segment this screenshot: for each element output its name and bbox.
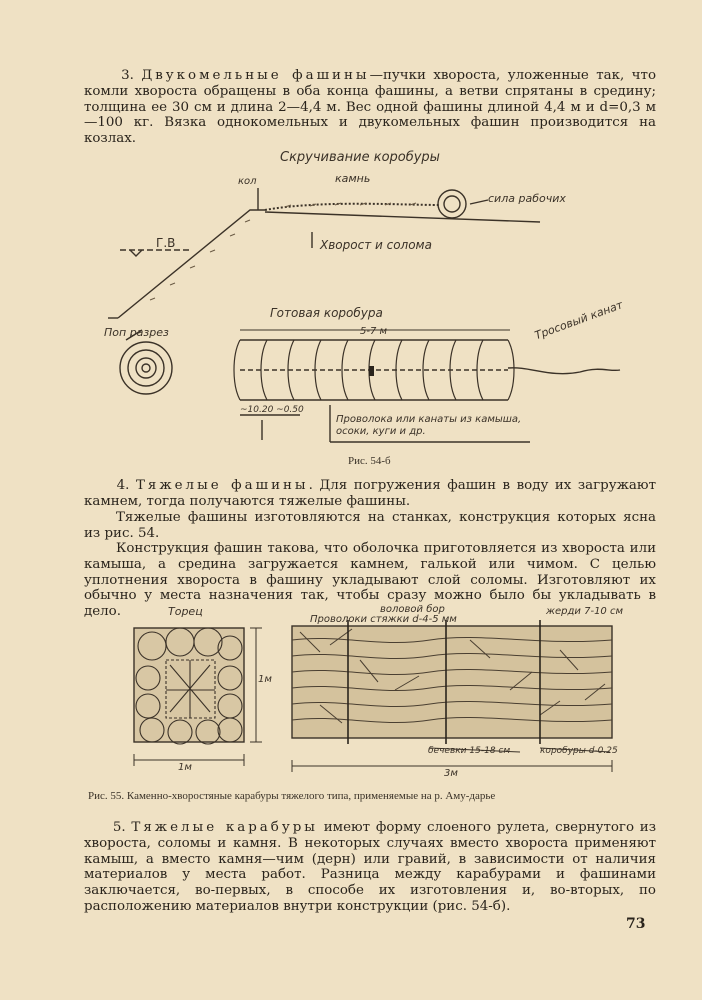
label-zherdi: жерди 7-10 см xyxy=(546,606,624,617)
para-term: Тяжелые карабуры xyxy=(131,820,318,835)
label-wire-55: Проволоки стяжки d-4-5 мм xyxy=(310,614,457,625)
label-wire: Проволока или канаты из камыша, осоки, куги и др. xyxy=(336,414,522,437)
label-gv: Г.В xyxy=(156,236,176,250)
label-length-54b: 5-7 м xyxy=(360,326,388,337)
label-finished: Готовая коробура xyxy=(270,306,383,320)
para-number: 4. xyxy=(116,478,130,493)
label-sila: сила рабочих xyxy=(488,192,566,205)
para-term: Тяжелые фашины xyxy=(135,478,309,493)
label-hvorost: Хворост и солома xyxy=(320,238,432,252)
figure-55-caption: Рис. 55. Каменно-хворостяные карабуры тяжелого типа, применяемые на р. Аму-дарье xyxy=(88,790,496,802)
label-tross: Тросовый канат xyxy=(533,298,625,343)
label-kol: кол xyxy=(238,176,257,187)
paragraph-4c: Конструкция фашин такова, что оболочка приготовляется из хвороста или камыша, а средина загружается камнем, галькой или чимом. С целью уплотнения хвороста в фашину укладывают слой соломы. Изготовляют их обычно у места назначения так, чтобы сразу можно было бы укладывать в дело. xyxy=(84,541,656,620)
paragraph-4b: Тяжелые фашины изготовляются на станках, конструкция которых ясна из рис. 54. xyxy=(84,510,656,541)
label-vodovod: воловой бор xyxy=(380,604,445,615)
para-text: имеют форму слоеного рулета, свернутого из хвороста, соломы и камня. В некоторых случаях вместо хвороста применяют камыш, а вместо камня—чим (дерн) или гравий, в зависимости от наличия материалов у места работ. Разница между карабурами и фашинами заключается, во-первых, в способе их изготовления и, во-вторых, по расположению материалов внутри конструкции (рис. 54-б). xyxy=(84,820,657,914)
label-kamn: камнь xyxy=(335,172,371,185)
para-number: 5. xyxy=(112,820,126,835)
label-section: Поп разрез xyxy=(104,326,169,339)
para-number: 3. xyxy=(121,68,134,83)
para-text: . Для погружения фашин в воду их загружают камнем, тогда получаются тяжелые фашины. xyxy=(84,478,656,509)
para-term: Двукомельные фашины xyxy=(141,68,370,83)
para-text: —пучки хвороста, уложенные так, что комли хвороста обращены в оба конца фашины, а ветви спрятаны в средину; толщина ее 30 см и длина 2—4,4 м. Вес одной фашины длиной 4,4 м и d=0,3 м—100 кг. Вязка однокомельных и двукомельных фашин производится на козлах. xyxy=(84,68,657,147)
label-width: 1м xyxy=(178,762,192,773)
label-height: 1м xyxy=(258,674,272,685)
label-twisting: Скручивание коробуры xyxy=(280,150,440,165)
label-bechevki: бечевки 15-18 см xyxy=(428,746,511,756)
paragraph-5 xyxy=(84,820,656,915)
label-dims: ~10.20 ~0.50 xyxy=(240,405,304,415)
label-karab: коробуры d-0.25 xyxy=(540,746,618,756)
page-number: 73 xyxy=(626,916,646,932)
figure-54b-caption: Рис. 54-б xyxy=(348,455,391,467)
label-torec: Торец xyxy=(168,605,203,618)
label-length-55: 3м xyxy=(444,768,458,779)
